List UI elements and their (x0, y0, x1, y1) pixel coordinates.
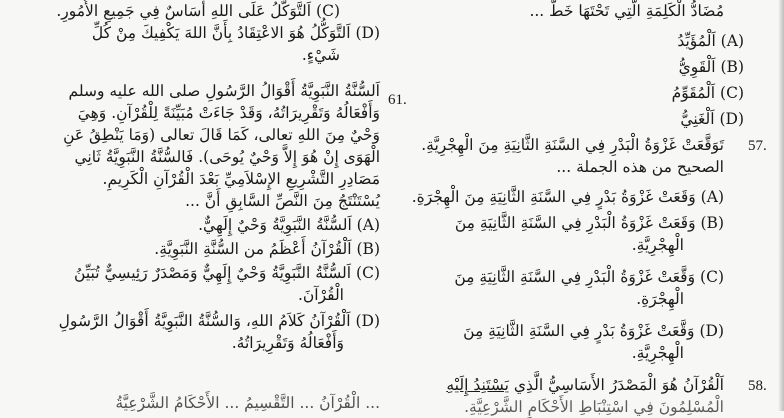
q61-text-line5: مَصَادِرِ التَّشْرِيعِ الإِسْلاَمِيِّ بَعْدَ الْقُرْآنِ الْكَرِيمِ. (102, 170, 380, 188)
q56-option-b[interactable]: (B) اَلْقَوِيُّ (678, 58, 744, 76)
q61-number: 61. (388, 92, 407, 108)
q61-text-line4: الْهَوَى إِنْ هُوَ إِلاَّ وَحْيٌ يُوحَى). فَالسُّنَّةُ النَّبَوِيَّةُ ثَانِي (74, 148, 380, 166)
q57-prompt: الصحيح من هذه الجملة ... (556, 158, 724, 176)
q61-option-c-line1[interactable]: (C) اَلسُّنَّةُ النَّبَوِيَّةُ وَحْيٌ إِلَهِيٌّ وَمَصْدَرٌ رَئِيسِيٌّ تُبَيِّنُ (74, 264, 380, 282)
page-edge-shadow (778, 0, 784, 411)
q61-prompt: يُسْتَنْتَجُ مِنَ النَّصِّ السَّابِقِ أَنَّ ... (185, 192, 380, 210)
q60-option-d-line1: (D) اَلتَّوَكُّلُ هُوَ الاعْتِقَادُ بِأَنَّ اللهَ يَكْفِيكَ مِنْ كُلِّ (91, 24, 380, 42)
q57-option-b-line2: الْهِجْرِيَّةِ. (631, 236, 684, 254)
q57-option-d-line2: الْهِجْرِيَّةِ. (631, 344, 684, 362)
left-column (0, 0, 384, 411)
q61-text-line1: اَلسُّنَّةُ النَّبَوِيَّةُ أَقْوَالُ الرَّسُولِ صلى الله عليه وسلم (68, 82, 380, 100)
q58-text-line1 (446, 374, 724, 396)
q56-option-d[interactable]: (D) اَلْغَنِيُّ (680, 110, 744, 128)
q61-option-d-line1[interactable]: (D) اَلْقُرْآنُ كَلاَمُ اللهِ، وَالسُّنَّةُ النَّبَوِيَّةُ أَقْوَالُ الرَّسُولِ (58, 312, 380, 330)
q60-option-c: (C) اَلتَّوَكُّلُ عَلَى اللهِ أَسَاسٌ فِي جَمِيعِ الأُمُورِ. (56, 2, 340, 20)
right-column (411, 0, 784, 416)
q58-text-pre: اَلْقُرْآنُ هُوَ الْمَصْدَرُ الأَسَاسِيُّ الَّذِي (508, 376, 724, 394)
q57-option-b-line1[interactable]: (B) وَقَعَتْ غَزْوَةُ الْبَدْرِ فِي السَّنَةِ الثَّانِيَةِ مِنَ (454, 214, 724, 232)
q58-text-line2: الْمُسْلِمُونَ فِي اسْتِنْبَاطِ الأَحْكَامِ الشَّرْعِيَّةِ. (464, 398, 724, 416)
q57-option-a[interactable]: (A) وَقَعَتْ غَزْوَةُ بَدْرٍ فِي السَّنَةِ الثَّانِيَةِ مِنَ الْهِجْرَةِ. (411, 188, 724, 206)
q57-number: 57. (748, 138, 767, 154)
q61-option-c-line2: الْقُرْآنَ. (297, 286, 344, 304)
q58-number: 58. (748, 378, 767, 394)
q57-text: تَوَقَّعَتْ غَزْوَةُ الْبَدْرِ فِي السَّنَةِ الثَّانِيَةِ مِنَ الْهِجْرِيَّةِ. (421, 136, 724, 154)
q60-option-d-line2: شَيْءٍ. (301, 46, 340, 64)
q57-option-d-line1[interactable]: (D) وَقَّعَتْ غَزْوَةُ بَدْرٍ فِي السَّنَةِ الثَّانِيَةِ مِنَ (463, 322, 724, 340)
q56-option-c[interactable]: (C) اَلْمُقَوِّمُ (671, 84, 744, 102)
q61-option-d-line2: وَأَفْعَالُهُ وَتَقْرِيرَاتُهُ. (231, 334, 344, 352)
q61-text-line3: وَحْيٌ مِنَ اللهِ تعالى، كَمَا قَالَ تعالى (وَمَا يَنْطِقُ عَنِ (63, 126, 380, 144)
q57-option-c-line1[interactable]: (C) وَقَّعَتْ غَزْوَةُ الْبَدْرِ فِي السَّنَةِ الثَّانِيَةِ مِنَ (454, 268, 724, 286)
q57-option-c-line2: الْهِجْرَةِ. (636, 290, 684, 308)
q61-text-line2: وَأَفْعَالُهُ وَتَقْرِيرَاتُهُ، وَقَدْ جَاءَتْ مُبَيِّنَةً لِلْقُرْآنِ. وَهِيَ (77, 104, 380, 122)
q61-cut-line: ... الْقُرْآنُ ... التَّقْسِيمُ ... الأَحْكَامُ الشَّرْعِيَّةُ (115, 394, 380, 412)
q56-option-a[interactable]: (A) اَلْمُؤَيِّدُ (677, 32, 744, 50)
q61-option-b[interactable]: (B) اَلْقُرْآنُ أَعْظَمُ من السُّنَّةِ النَّبَوِيَّةِ. (154, 240, 380, 258)
q61-option-a[interactable]: (A) اَلسُّنَّةُ النَّبَوِيَّةُ وَحْيٌ إِلَهِيٌّ. (198, 216, 380, 234)
q56-prompt: مُضَادُّ الْكَلِمَةِ الَّتِي تَحْتَهَا خَطٌّ ... (529, 2, 724, 20)
q58-underlined-word: يَسْتَنِدُ إِلَيْهِ (446, 376, 509, 394)
